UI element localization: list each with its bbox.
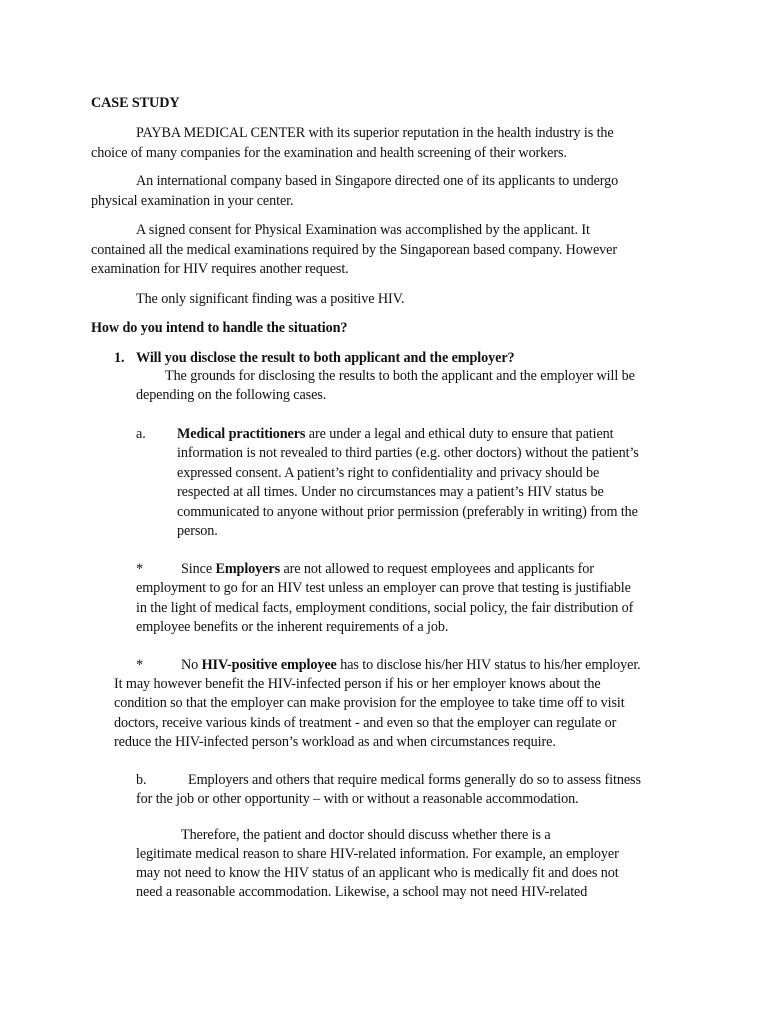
- case-b-line: for the job or other opportunity – with or without a reasonable accommodation.: [136, 791, 579, 807]
- bullet1-first-line: Since Employers are not allowed to request employees and applicants for: [181, 561, 594, 577]
- item1-number: 1.: [114, 350, 125, 366]
- case-a-line: expressed consent. A patient’s right to confidentiality and privacy should be: [177, 465, 600, 481]
- case-a-line: communicated to anyone without prior permission (preferably in writing) from the: [177, 504, 638, 520]
- therefore-line: may not need to know the HIV status of an applicant who is medically fit and does not: [136, 865, 619, 881]
- therefore-first-line: Therefore, the patient and doctor should discuss whether there is a: [181, 827, 551, 843]
- intro-p4-line: The only significant finding was a positive HIV.: [136, 291, 405, 307]
- case-study-heading: CASE STUDY: [91, 95, 180, 111]
- intro-p3-line: contained all the medical examinations required by the Singaporean based company. However: [91, 242, 617, 258]
- case-a-line: information is not revealed to third parties (e.g. other doctors) without the patient’s: [177, 445, 639, 461]
- bullet1-line: employment to go for an HIV test unless an employer can prove that testing is justifiable: [136, 580, 631, 596]
- case-b-first-line: Employers and others that require medical forms generally do so to assess fitness: [188, 772, 641, 788]
- case-a-line: respected at all times. Under no circumstances may a patient’s HIV status be: [177, 484, 604, 500]
- bullet2-line: reduce the HIV-infected person’s workload as and when circumstances require.: [114, 734, 556, 750]
- bullet2-line: condition so that the employer can make provision for the employee to take time off to visit: [114, 695, 625, 711]
- therefore-line: legitimate medical reason to share HIV-related information. For example, an employer: [136, 846, 619, 862]
- bullet2-first-line: No HIV-positive employee has to disclose his/her HIV status to his/her employer.: [181, 657, 641, 673]
- item1-line: depending on the following cases.: [136, 387, 327, 403]
- case-b-marker: b.: [136, 772, 147, 788]
- question-heading: How do you intend to handle the situation?: [91, 320, 348, 336]
- intro-p3-line: examination for HIV requires another request.: [91, 261, 349, 277]
- bullet2-marker: *: [136, 657, 143, 673]
- item1-line: The grounds for disclosing the results to both the applicant and the employer will be: [165, 368, 635, 384]
- intro-p3-line: A signed consent for Physical Examination was accomplished by the applicant. It: [136, 222, 590, 238]
- item1-title: Will you disclose the result to both applicant and the employer?: [136, 350, 515, 366]
- case-a-marker: a.: [136, 426, 146, 442]
- intro-p2-line: An international company based in Singapore directed one of its applicants to undergo: [136, 173, 619, 189]
- therefore-line: need a reasonable accommodation. Likewise, a school may not need HIV-related: [136, 884, 588, 900]
- bullet1-line: in the light of medical facts, employment conditions, social policy, the fair distribution of: [136, 600, 634, 616]
- intro-p2-line: physical examination in your center.: [91, 193, 294, 209]
- bullet1-marker: *: [136, 561, 143, 577]
- bullet2-line: doctors, receive various kinds of treatment - and even so that the employer can regulate or: [114, 715, 617, 731]
- intro-p1-line: choice of many companies for the examination and health screening of their workers.: [91, 145, 567, 161]
- case-a-first-line: Medical practitioners are under a legal and ethical duty to ensure that patient: [177, 426, 614, 442]
- bullet2-line: It may however benefit the HIV-infected person if his or her employer knows about the: [114, 676, 601, 692]
- intro-p1-line: PAYBA MEDICAL CENTER with its superior reputation in the health industry is the: [136, 125, 614, 141]
- case-a-line: person.: [177, 523, 218, 539]
- bullet1-line: employee benefits or the inherent requirements of a job.: [136, 619, 449, 635]
